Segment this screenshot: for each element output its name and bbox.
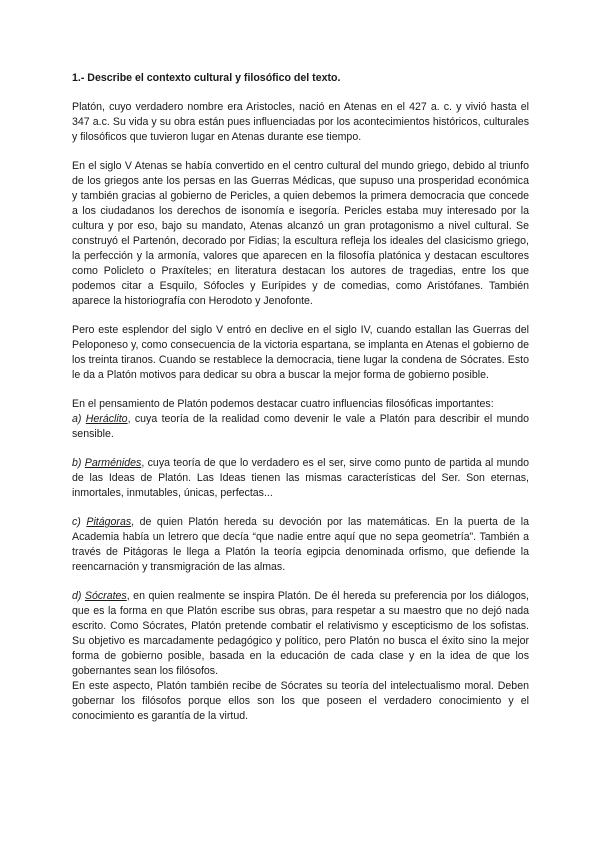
philosopher-name: Parménides xyxy=(84,457,142,469)
item-label: c) xyxy=(72,516,81,528)
item-text: , en quien realmente se inspira Platón. De él hereda su preferencia por los diálogos, que es la forma en que Platón escribe sus obras, para respetar a su maestro que no dejó nada escrito. Como Sócrates, Platón pretende combatir el relativismo y escepticismo de los sofistas. Su objetivo es marcadamente pedagógico y político, pero Platón no busca el éxito sino la mejor forma de gobierno posible, basada en la educación de cada clase y en la idea de que los gobernantes sean los filósofos. xyxy=(72,590,529,677)
item-text: , cuya teoría de que lo verdadero es el ser, sirve como punto de partida al mundo de las Ideas de Platón. Las Ideas tienen las mismas características del Ser. Son eternas, inmortales, inmutables, únicas, perfectas... xyxy=(72,457,530,499)
item-label: d) xyxy=(72,590,82,602)
section-heading: 1.- Describe el contexto cultural y filosófico del texto. xyxy=(72,72,341,84)
item-label: b) xyxy=(72,457,82,469)
paragraph-intelectualismo: En este aspecto, Platón también recibe de Sócrates su teoría del intelectualismo moral. Deben gobernar los filósofos porque ellos son los que poseen el verdadero conocimiento y el conocimiento es garantía de la virtud. xyxy=(72,680,529,722)
paragraph-intro: Platón, cuyo verdadero nombre era Aristocles, nació en Atenas en el 427 a. c. y vivió hasta el 347 a.c. Su vida y su obra están pues influenciadas por los acontecimientos históricos, culturales y filosóficos que tuvieron lugar en Atenas durante ese tiempo. xyxy=(72,101,529,143)
philosopher-name: Heráclito xyxy=(85,413,128,425)
document-body xyxy=(72,71,529,738)
influence-item xyxy=(72,456,529,501)
item-text: , de quien Platón hereda su devoción por las matemáticas. En la puerta de la Academia había un letrero que decía “que nadie entre aquí que no sepa geometría”. También a través de Pitágoras le llega a Platón la teoría egipcia denominada orfismo, que defiende la reencarnación y transmigración de las almas. xyxy=(72,516,529,573)
influences-block xyxy=(72,397,529,442)
paragraph-declive: Pero este esplendor del siglo V entró en declive en el siglo IV, cuando estallan las Guerras del Peloponeso y, como consecuencia de la victoria espartana, se implanta en Atenas el gobierno de los treinta tiranos. Cuando se restablece la democracia, tiene lugar la condena de Sócrates. Esto le da a Platón motivos para dedicar su obra a buscar la mejor forma de gobierno posible. xyxy=(72,324,529,381)
influences-intro: En el pensamiento de Platón podemos destacar cuatro influencias filosóficas importantes: xyxy=(72,398,494,410)
influence-item xyxy=(72,515,529,575)
paragraph-siglo-v: En el siglo V Atenas se había convertido en el centro cultural del mundo griego, debido al triunfo de los griegos ante los persas en las Guerras Médicas, que supuso una prosperidad económica y también gracias al gobierno de Pericles, a quien debemos la primera democracia que concede a los ciudadanos los derechos de isonomía e isegoría. Pericles estaba muy interesado por la cultura y por eso, bajo su mandato, Atenas alcanzó un gran protagonismo a nivel cultural. Se construyó el Partenón, decorado por Fidias; la escultura refleja los ideales del clasicismo griego, la perfección y la armonía, valores que aparecen en la filosofía platónica y destacan escultores como Policleto o Praxíteles; en literatura destacan los autores de tragedias, entre los que podemos citar a Esquilo, Sófocles y Eurípides y de comedias, como Aristófanes. También aparece la historiografía con Herodoto y Jenofonte. xyxy=(72,160,529,307)
influence-item xyxy=(72,412,529,442)
item-label: a) xyxy=(72,413,82,425)
philosopher-name: Pitágoras xyxy=(86,516,132,528)
item-text: , cuya teoría de la realidad como devenir le vale a Platón para describir el mundo sensible. xyxy=(72,413,529,440)
philosopher-name: Sócrates xyxy=(84,590,127,602)
influence-item xyxy=(72,589,529,679)
